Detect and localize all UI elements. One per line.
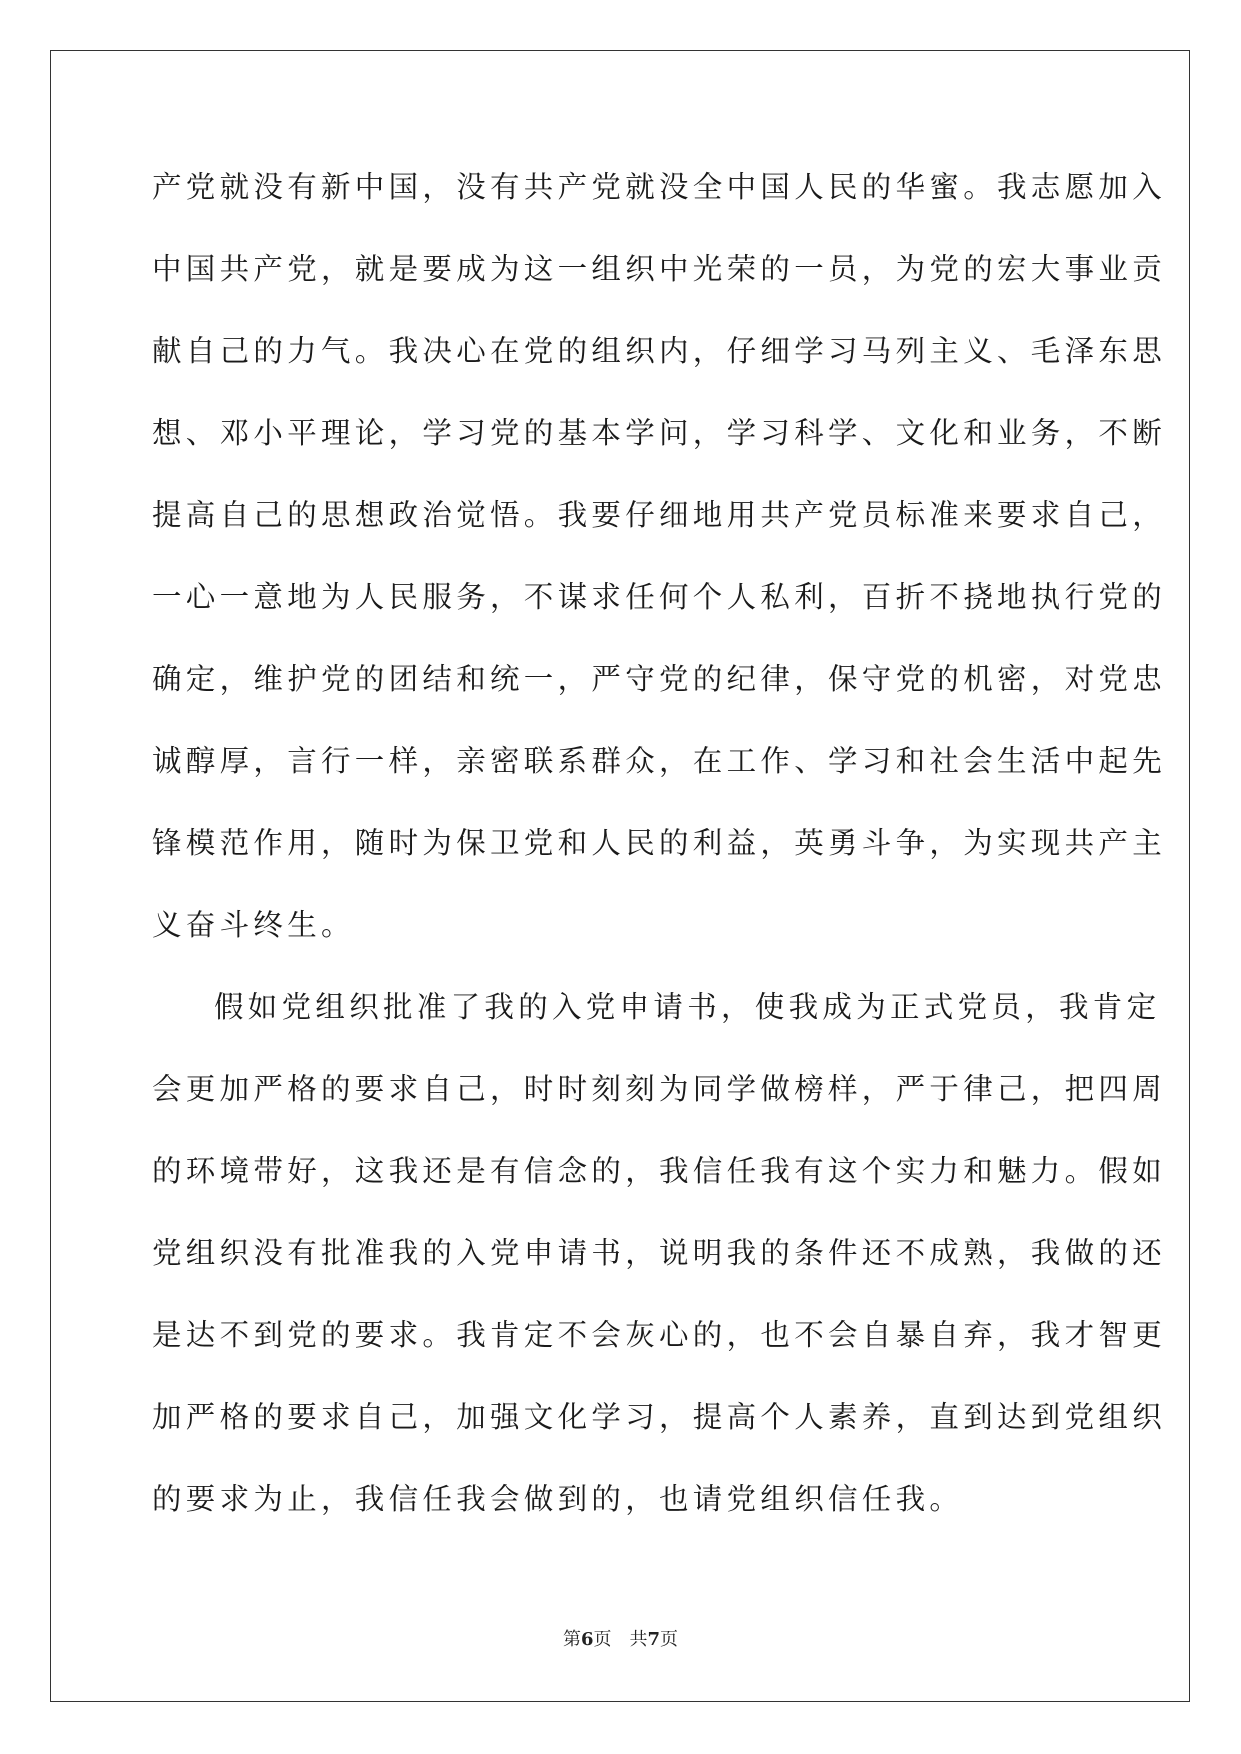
text-line: 想、邓小平理论，学习党的基本学问，学习科学、文化和业务，不断	[152, 416, 1167, 450]
total-pages: 7	[647, 1629, 661, 1650]
text-line: 会更加严格的要求自己，时时刻刻为同学做榜样，严于律己，把四周	[152, 1072, 1167, 1106]
text-line: 一心一意地为人民服务，不谋求任何个人私利，百折不挠地执行党的	[152, 580, 1167, 614]
text-line: 提高自己的思想政治觉悟。我要仔细地用共产党员标准来要求自己，	[152, 498, 1167, 532]
document-body	[152, 162, 1167, 1556]
page-number-suffix: 页	[593, 1629, 612, 1650]
paragraph-first-line: 假如党组织批准了我的入党申请书，使我成为正式党员，我肯定	[214, 990, 1161, 1024]
text-line: 的要求为止，我信任我会做到的，也请党组织信任我。	[152, 1482, 964, 1516]
total-pages-prefix: 共	[629, 1629, 648, 1650]
text-line: 锋模范作用，随时为保卫党和人民的利益，英勇斗争，为实现共产主	[152, 826, 1167, 860]
text-line: 确定，维护党的团结和统一，严守党的纪律，保守党的机密，对党忠	[152, 662, 1167, 696]
text-line: 是达不到党的要求。我肯定不会灰心的，也不会自暴自弃，我才智更	[152, 1318, 1167, 1352]
text-line: 献自己的力气。我决心在党的组织内，仔细学习马列主义、毛泽东思	[152, 334, 1167, 368]
text-line: 产党就没有新中国，没有共产党就没全中国人民的华蜜。我志愿加入	[152, 170, 1167, 204]
total-pages-suffix: 页	[660, 1629, 679, 1650]
page-number: 6	[580, 1629, 594, 1650]
text-line: 诚醇厚，言行一样，亲密联系群众，在工作、学习和社会生活中起先	[152, 744, 1167, 778]
text-line: 党组织没有批准我的入党申请书，说明我的条件还不成熟，我做的还	[152, 1236, 1167, 1270]
page-footer	[0, 1625, 1241, 1651]
text-line: 加严格的要求自己，加强文化学习，提高个人素养，直到达到党组织	[152, 1400, 1167, 1434]
text-line: 义奋斗终生。	[152, 908, 355, 942]
text-line: 中国共产党，就是要成为这一组织中光荣的一员，为党的宏大事业贡	[152, 252, 1167, 286]
page-number-prefix: 第	[562, 1629, 581, 1650]
text-line: 的环境带好，这我还是有信念的，我信任我有这个实力和魅力。假如	[152, 1154, 1167, 1188]
